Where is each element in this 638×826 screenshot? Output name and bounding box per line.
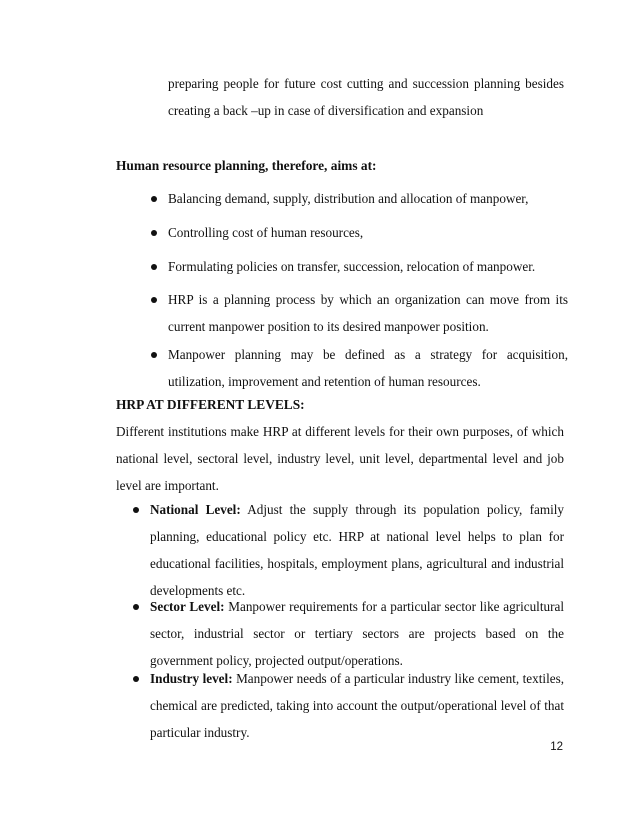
level-item — [150, 496, 564, 604]
level-label: Sector Level: — [150, 599, 225, 614]
level-label: Industry level: — [150, 671, 233, 686]
bullet-dot — [133, 604, 139, 610]
aim-item: Controlling cost of human resources, — [168, 225, 364, 240]
bullet-dot — [151, 297, 157, 303]
bullet-dot — [151, 196, 157, 202]
bullet-dot — [133, 507, 139, 513]
level-text: Manpower needs of a particular industry like cement, textiles, chemical are predicted, taking into account the output/operational level of that particular industry. — [150, 671, 565, 740]
aims-heading: Human resource planning, therefore, aims at: — [116, 158, 377, 173]
level-item — [150, 593, 564, 674]
aim-item: Manpower planning may be defined as a strategy for acquisition, utilization, improvement and retention of human resources. — [168, 347, 568, 389]
page-number: 12 — [550, 741, 563, 753]
aim-item: Balancing demand, supply, distribution and allocation of manpower, — [168, 191, 529, 206]
bullet-dot — [133, 676, 139, 682]
bullet-dot — [151, 352, 157, 358]
levels-intro-paragraph: Different institutions make HRP at different levels for their own purposes, of which national level, sectoral level, industry level, unit level, departmental level and job level are important. — [116, 424, 564, 493]
aim-item: Formulating policies on transfer, succession, relocation of manpower. — [168, 259, 536, 274]
intro-paragraph: preparing people for future cost cutting and succession planning besides creating a back –up in case of diversification and expansion — [168, 76, 564, 118]
level-text: Adjust the supply through its population policy, family planning, educational policy etc. HRP at national level helps to plan for educational facilities, hospitals, employment plans, agricultural and industrial developments etc. — [150, 502, 565, 598]
bullet-dot — [151, 264, 157, 270]
levels-heading: HRP AT DIFFERENT LEVELS: — [116, 397, 305, 412]
bullet-dot — [151, 230, 157, 236]
aim-item: HRP is a planning process by which an organization can move from its current manpower position to its desired manpower position. — [168, 292, 568, 334]
level-text: Manpower requirements for a particular sector like agricultural sector, industrial sector or tertiary sectors are projects based on the government policy, projected output/operations. — [150, 599, 565, 668]
level-item — [150, 665, 564, 746]
level-label: National Level: — [150, 502, 241, 517]
